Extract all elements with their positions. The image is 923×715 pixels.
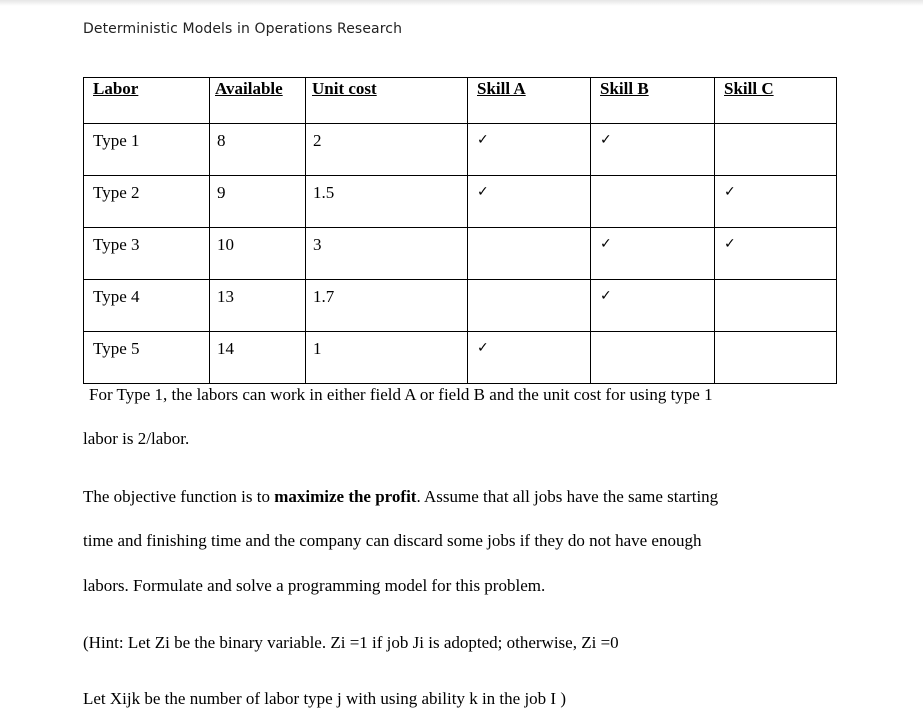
cell-skill-b: [591, 176, 715, 228]
header-labor: Labor: [84, 78, 210, 124]
check-mark-icon: ✓: [600, 288, 612, 304]
cell-labor: Type 2: [84, 176, 210, 228]
check-mark-icon: [591, 339, 600, 347]
paragraph-objective-line3: labors. Formulate and solve a programming model for this problem.: [83, 576, 546, 595]
cell-skill-b: [591, 280, 715, 332]
check-mark-icon: [715, 287, 724, 295]
page-top-edge: [0, 0, 923, 6]
paragraph-objective-line2: time and finishing time and the company can discard some jobs if they do not have enough: [83, 531, 702, 550]
cell-skill-b: [591, 124, 715, 176]
running-header: Deterministic Models in Operations Research: [83, 21, 403, 37]
labor-table: [83, 77, 837, 384]
check-mark-icon: [715, 131, 724, 139]
variable-definition-line: Let Xijk be the number of labor type j with using ability k in the job I ): [83, 689, 566, 708]
cell-skill-c: [715, 280, 837, 332]
cell-unit-cost: 2: [306, 124, 468, 176]
cell-unit-cost: 1: [306, 332, 468, 384]
table-row: [84, 228, 837, 280]
paragraph-type1-line1: For Type 1, the labors can work in either field A or field B and the unit cost for using type 1: [89, 385, 713, 404]
check-mark-icon: [715, 339, 724, 347]
cell-labor: Type 5: [84, 332, 210, 384]
cell-available: 9: [210, 176, 306, 228]
cell-skill-c: [715, 332, 837, 384]
header-skill-b: Skill B: [591, 78, 715, 124]
paragraph-type1-line2: labor is 2/labor.: [83, 429, 190, 448]
header-skill-c: Skill C: [715, 78, 837, 124]
cell-skill-a: [468, 228, 591, 280]
check-mark-icon: ✓: [477, 132, 489, 148]
table-header-row: [84, 78, 837, 124]
table-row: [84, 332, 837, 384]
check-mark-icon: ✓: [600, 132, 612, 148]
emphasis-maximize-profit: maximize the profit: [274, 487, 417, 506]
check-mark-icon: ✓: [477, 340, 489, 356]
table-row: [84, 280, 837, 332]
header-unit-cost: Unit cost: [306, 78, 468, 124]
cell-skill-a: [468, 280, 591, 332]
check-mark-icon: ✓: [477, 184, 489, 200]
cell-labor: Type 1: [84, 124, 210, 176]
check-mark-icon: ✓: [724, 184, 736, 200]
check-mark-icon: [591, 183, 600, 191]
cell-unit-cost: 1.5: [306, 176, 468, 228]
hint-line: (Hint: Let Zi be the binary variable. Zi =1 if job Ji is adopted; otherwise, Zi =0: [83, 633, 619, 652]
table-row: [84, 124, 837, 176]
check-mark-icon: [468, 235, 477, 243]
cell-available: 13: [210, 280, 306, 332]
cell-skill-a: [468, 332, 591, 384]
cell-labor: Type 3: [84, 228, 210, 280]
cell-labor: Type 4: [84, 280, 210, 332]
check-mark-icon: ✓: [724, 236, 736, 252]
table-row: [84, 176, 837, 228]
cell-skill-b: [591, 332, 715, 384]
cell-skill-c: [715, 176, 837, 228]
cell-available: 8: [210, 124, 306, 176]
cell-skill-c: [715, 124, 837, 176]
cell-skill-a: [468, 176, 591, 228]
cell-unit-cost: 3: [306, 228, 468, 280]
cell-skill-a: [468, 124, 591, 176]
header-skill-a: Skill A: [468, 78, 591, 124]
cell-available: 14: [210, 332, 306, 384]
cell-available: 10: [210, 228, 306, 280]
header-available: Available: [210, 78, 306, 124]
check-mark-icon: ✓: [600, 236, 612, 252]
cell-skill-b: [591, 228, 715, 280]
cell-unit-cost: 1.7: [306, 280, 468, 332]
cell-skill-c: [715, 228, 837, 280]
check-mark-icon: [468, 287, 477, 295]
paragraph-objective-line1: The objective function is to maximize the profit. Assume that all jobs have the same starting: [83, 487, 719, 506]
